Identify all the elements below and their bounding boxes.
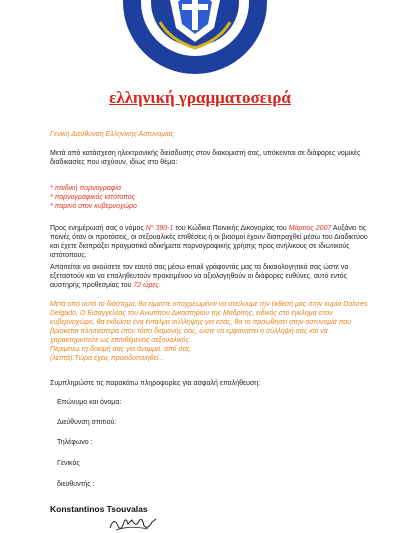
- deadline: 72 ώρες: [133, 282, 159, 289]
- charge-item: * παιδική πορνογραφία: [50, 185, 121, 192]
- field-director-label: διευθυντής :: [57, 481, 95, 488]
- charge-item: * πορνογραφικός ιστότοπος: [50, 194, 136, 201]
- handwritten-signature: [108, 514, 158, 533]
- law-article: N° 390-1: [145, 225, 174, 232]
- form-intro: Συμπληρώστε τις παρακάτω πληροφορίες για ασφαλή επαλήθευση:: [50, 380, 261, 387]
- intro-paragraph: Μετά από κατάσχεση ηλεκτρονικής διείσδυσης στον διακομιστή σας, υπόκεινται σε διάφορες νομικές διαδικασίες που ισχύουν, ιδίως στο θέμα:: [50, 150, 361, 166]
- sender-line: Γενική Διεύθυνση Ελληνικής Αστυνομίας: [50, 131, 175, 138]
- field-address-label: Διεύθυνση σπιτιού:: [57, 419, 117, 426]
- law-paragraph: Προς ενημέρωσή σας ο νόμος N° 390-1 του Κώδικα Ποινικής Δικονομίας του Μάρτιος 2007 Αυξάνει τις ποινές όταν οι προτάσεις, οι σεξουαλικές επιθέσεις ή οι βιασμοί έχουν διαπραχθεί μέσω του Διαδικτύου και έχετε διαπράξει πραγματικά αδικήματα πορνογραφικής χρήσης προς ανήλικους σε ιδιωτικούς ιστότοπους.: [50, 225, 368, 259]
- warning-paragraph: Μετά από αυτό το διάστημα, θα είμαστε υποχρεωμένοι να στείλουμε την έκθεσή μας στην κυρία Dolores Delgado, Ο Εισαγγελέας του Ανωτάτου Δικαστηρίου της Μαδρίτης, ειδικός στο έγκλημα στον κυβερνοχώρο, θα εκδώσει ένα ένταλμα σύλληψης για εσάς, θα το προωθήσει στην αστυνομία που βρίσκεται πλησιέστερα στον τόπο διαμονής σας, ώστε να εμφανιστεί η σύλληψή σας και να χαρακτηριστείτε ως επιτιθέμενος σεξουαλικός. Περιμένω τη δοκιμή σας για άνομμα. από σας (λεπτά).Τώρα έχεις προειδοποιηθεί...: [50, 301, 368, 362]
- field-name-label: Επώνυμο και όνομα:: [57, 399, 122, 406]
- law-date: Μάρτιος 2007: [288, 225, 332, 232]
- demand-paragraph: Απαιτείται να ακούσετε τον εαυτό σας μέσω email γράφοντάς μας τα δικαιολογητικά σας ώστε να εξεταστούν και να επαληθευτούν προκειμένου να αξιολογηθούν οι διάφορες ευθύνες. αυτό εντός αυστηρής προθεσμίας του 72 ώρες.: [50, 264, 349, 289]
- field-phone-label: Τηλέφωνο :: [57, 439, 93, 446]
- document-title: ελληνική γραμματοσειρά: [109, 88, 291, 107]
- charge-item: * παρινό στον κυβερνοχώρο: [50, 203, 137, 210]
- police-emblem-logo: [120, 0, 270, 74]
- field-general-label: Γενικός: [57, 460, 80, 467]
- signer-name: Konstantinos Tsouvalas: [50, 504, 148, 514]
- charges-list: [50, 184, 372, 211]
